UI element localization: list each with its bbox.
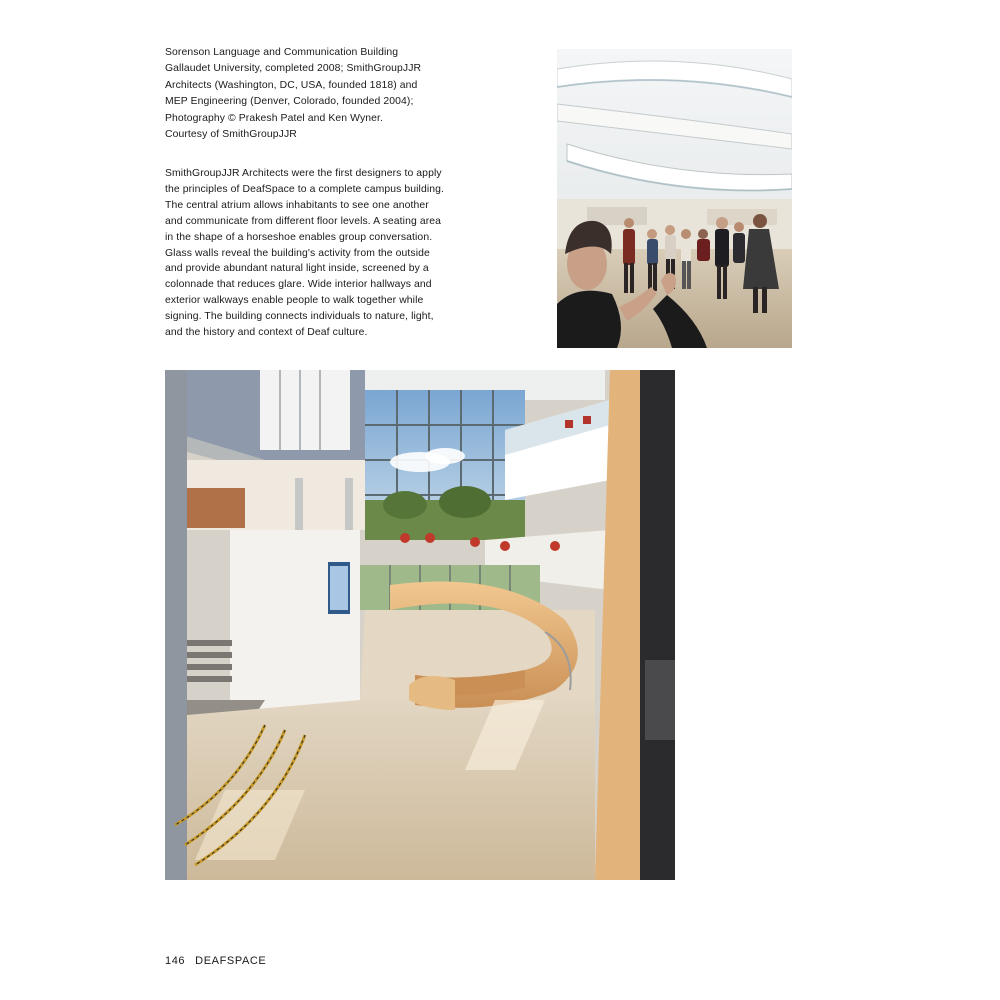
body-paragraph	[165, 166, 475, 341]
body-line: colonnade that reduces glare. Wide interior hallways and	[165, 279, 432, 291]
body-line: and the history and context of Deaf culture.	[165, 327, 368, 339]
photo-atrium-signing	[557, 49, 792, 348]
caption-line: Architects (Washington, DC, USA, founded 1818) and	[165, 79, 418, 91]
body-line: Glass walls reveal the building's activity from the outside	[165, 247, 430, 259]
body-line: The central atrium allows inhabitants to see one another	[165, 199, 429, 211]
photo-atrium-signing-illustration	[557, 49, 792, 348]
page-footer	[165, 955, 266, 967]
photo-atrium-interior-illustration	[165, 370, 675, 880]
body-line: signing. The building connects individuals to nature, light,	[165, 311, 434, 323]
body-line: exterior walkways enable people to walk together while	[165, 295, 424, 307]
caption-line: Photography © Prakesh Patel and Ken Wyner.	[165, 112, 383, 124]
body-line: in the shape of a horseshoe enables group conversation.	[165, 231, 433, 243]
body-line: the principles of DeafSpace to a complete campus building.	[165, 183, 445, 195]
caption-line: Courtesy of SmithGroupJJR	[165, 129, 297, 141]
page-number: 146	[165, 955, 186, 967]
running-title: DEAFSPACE	[195, 955, 267, 967]
caption-line: Sorenson Language and Communication Building	[165, 47, 399, 58]
caption-line: Gallaudet University, completed 2008; SmithGroupJJR	[165, 63, 422, 75]
body-line: and communicate from different floor levels. A seating area	[165, 215, 442, 227]
photo-atrium-interior	[165, 370, 675, 880]
body-line: and provide abundant natural light inside, screened by a	[165, 263, 429, 275]
body-line: SmithGroupJJR Architects were the first designers to apply	[165, 168, 442, 179]
caption-line: MEP Engineering (Denver, Colorado, founded 2004);	[165, 96, 414, 108]
image-caption	[165, 45, 475, 143]
